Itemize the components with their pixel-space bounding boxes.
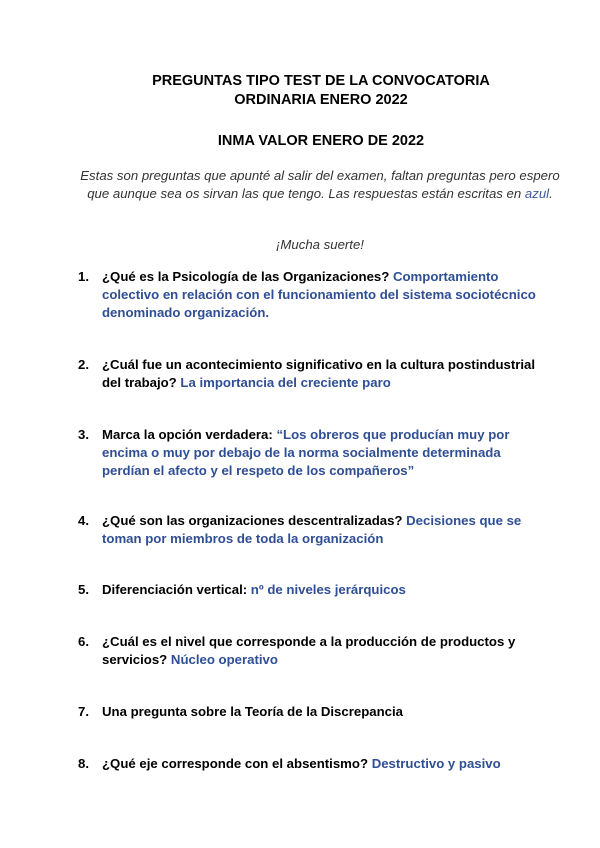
- question-text: ¿Qué son las organizaciones descentralizadas?: [102, 513, 403, 528]
- question-item: [78, 633, 538, 669]
- intro-text: Estas son preguntas que apunté al salir del examen, faltan preguntas pero espero que aunque sea os sirvan las que tengo. Las respuestas están escritas en: [80, 168, 560, 201]
- document-title: [0, 72, 600, 110]
- question-number: 2.: [78, 357, 89, 372]
- intro-end: .: [549, 186, 553, 201]
- question-number: 3.: [78, 427, 89, 442]
- question-text: ¿Qué eje corresponde con el absentismo?: [102, 756, 369, 771]
- question-text: ¿Cuál fue un acontecimiento significativo en la cultura postindustrial del trabajo?: [102, 357, 536, 390]
- answer-text: “Los obreros que producían muy por encima o muy por debajo de la norma socialmente determinada perdían el afecto y el respeto de los compañeros”: [102, 427, 510, 478]
- answer-text: Decisiones que se toman por miembros de toda la organización: [102, 513, 522, 546]
- question-number: 4.: [78, 513, 89, 528]
- question-text: Una pregunta sobre la Teoría de la Discrepancia: [102, 704, 403, 719]
- document-subtitle: INMA VALOR ENERO DE 2022: [217, 133, 425, 149]
- answer-text: nº de niveles jerárquicos: [250, 582, 406, 597]
- question-item: [78, 268, 538, 322]
- question-text: Diferenciación vertical:: [102, 582, 248, 597]
- question-text: ¿Qué es la Psicología de las Organizaciones?: [102, 269, 390, 284]
- question-item: [78, 755, 538, 773]
- answer-text: Núcleo operativo: [170, 652, 278, 667]
- question-item: [78, 581, 538, 599]
- question-text: Marca la opción verdadera:: [102, 427, 273, 442]
- intro-blue-word: azul: [524, 186, 550, 201]
- question-number: 1.: [78, 269, 89, 284]
- question-number: 6.: [78, 634, 89, 649]
- question-number: 5.: [78, 582, 89, 597]
- question-item: [78, 703, 538, 721]
- question-item: [78, 356, 538, 392]
- title-line-2: ORDINARIA ENERO 2022: [234, 92, 408, 108]
- question-item: [78, 426, 538, 480]
- intro-paragraph: [80, 167, 560, 203]
- question-number: 8.: [78, 756, 89, 771]
- title-line-1: PREGUNTAS TIPO TEST DE LA CONVOCATORIA: [152, 73, 490, 89]
- answer-text: La importancia del creciente paro: [180, 375, 391, 390]
- question-text: ¿Cuál es el nivel que corresponde a la producción de productos y servicios?: [102, 634, 516, 667]
- answer-text: Destructivo y pasivo: [371, 756, 501, 771]
- question-item: [78, 512, 538, 548]
- answer-text: Comportamiento colectivo en relación con el funcionamiento del sistema sociotécnico denominado organización.: [102, 269, 536, 320]
- good-luck-text: ¡Mucha suerte!: [276, 237, 364, 252]
- question-number: 7.: [78, 704, 89, 719]
